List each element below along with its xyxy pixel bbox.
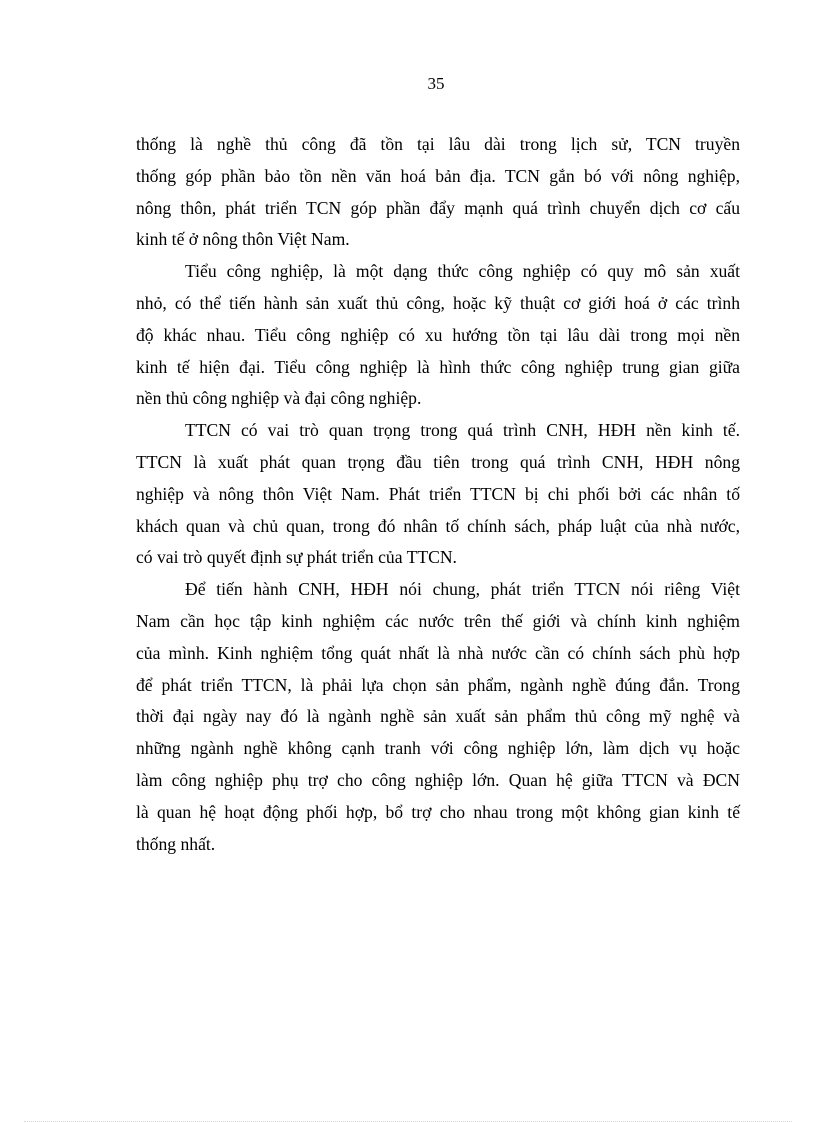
text-line: thống là nghề thủ công đã tồn tại lâu dài trong lịch sử, TCN truyền [136,134,740,154]
text-line: làm công nghiệp phụ trợ cho công nghiệp lớn. Quan hệ giữa TTCN và ĐCN [136,769,740,790]
text-line: Tiểu công nghiệp, là một dạng thức công nghiệp có quy mô sản xuất [185,261,740,282]
text-line: có vai trò quyết định sự phát triển của TTCN. [136,547,457,568]
paragraph-4 [136,574,740,860]
text-line: nền thủ công nghiệp và đại công nghiệp. [136,388,422,409]
text-line: kinh tế hiện đại. Tiểu công nghiệp là hình thức công nghiệp trung gian giữa [136,356,740,377]
paragraph-2 [136,256,740,415]
text-line: là quan hệ hoạt động phối hợp, bổ trợ cho nhau trong một không gian kinh tế [136,801,740,822]
text-line: khách quan và chủ quan, trong đó nhân tố chính sách, pháp luật của nhà nước, [136,515,740,536]
paragraph-1 [136,129,740,256]
text-line: nhỏ, có thể tiến hành sản xuất thủ công, hoặc kỹ thuật cơ giới hoá ở các trình [136,292,740,313]
text-line: những ngành nghề không cạnh tranh với công nghiệp lớn, làm dịch vụ hoặc [136,738,740,759]
page-number: 35 [427,74,445,93]
text-line: nông thôn, phát triển TCN góp phần đẩy mạnh quá trình chuyển dịch cơ cấu [136,197,740,218]
text-line: thống góp phần bảo tồn nền văn hoá bản địa. TCN gắn bó với nông nghiệp, [136,165,740,186]
page-bottom-divider [24,1121,792,1122]
text-line: Để tiến hành CNH, HĐH nói chung, phát triển TTCN nói riêng Việt [185,579,740,600]
text-line: thời đại ngày nay đó là ngành nghề sản xuất sản phẩm thủ công mỹ nghệ và [136,706,740,727]
text-line: TTCN là xuất phát quan trọng đầu tiên trong quá trình CNH, HĐH nông [136,451,740,472]
text-line: kinh tế ở nông thôn Việt Nam. [136,229,350,250]
text-line: TTCN có vai trò quan trọng trong quá trình CNH, HĐH nền kinh tế. [185,420,740,441]
text-line: nghiệp và nông thôn Việt Nam. Phát triển TTCN bị chi phối bởi các nhân tố [136,483,740,504]
text-line: để phát triển TTCN, là phải lựa chọn sản phẩm, ngành nghề đúng đắn. Trong [136,674,740,695]
text-line: của mình. Kinh nghiệm tổng quát nhất là nhà nước cần có chính sách phù hợp [136,642,740,663]
text-line: độ khác nhau. Tiểu công nghiệp có xu hướng tồn tại lâu dài trong mọi nền [136,324,740,345]
body-text [136,129,740,860]
paragraph-3 [136,415,740,574]
text-line: Nam cần học tập kinh nghiệm các nước trên thế giới và chính kinh nghiệm [136,610,740,631]
text-line: thống nhất. [136,833,216,854]
